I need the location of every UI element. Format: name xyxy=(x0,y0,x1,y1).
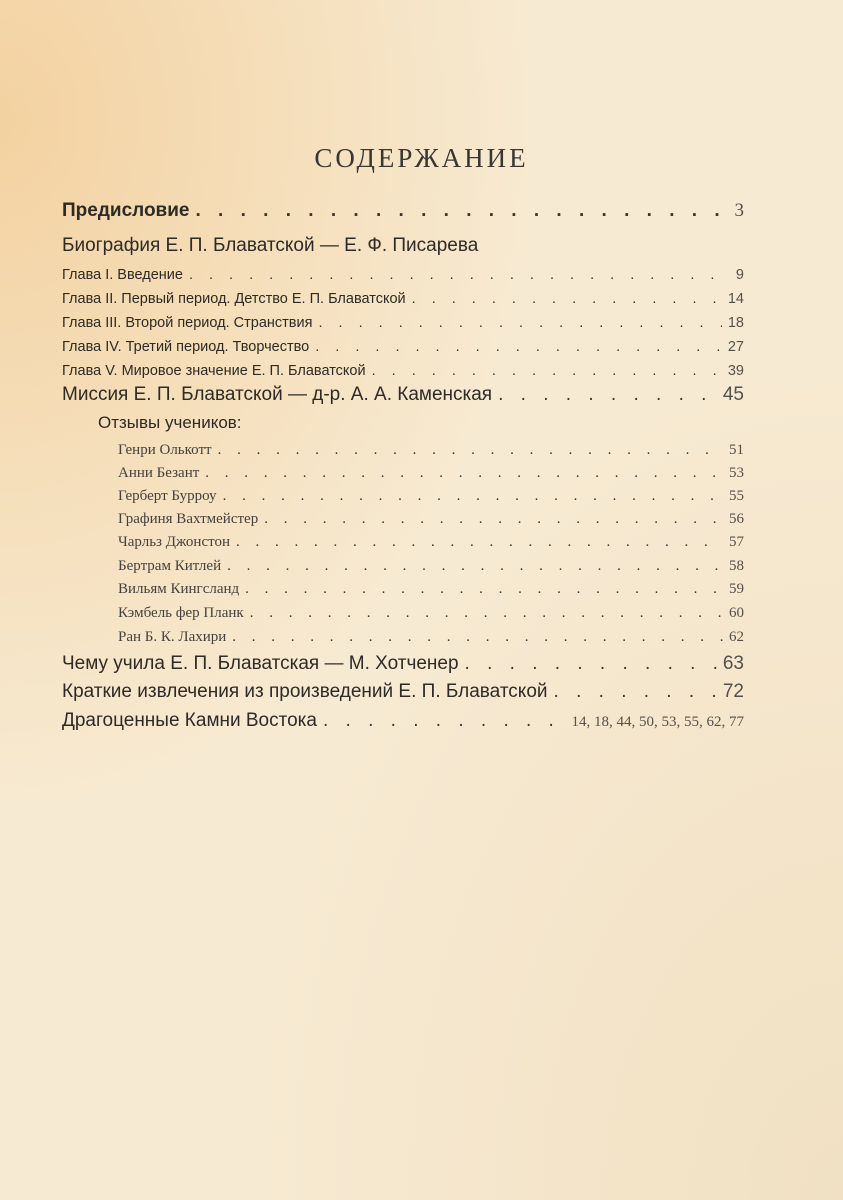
toc-page-number: 53 xyxy=(729,465,744,481)
toc-entry-review xyxy=(118,581,744,598)
toc-label: Герберт Бурроу xyxy=(118,488,217,504)
toc-entry-review xyxy=(118,534,744,551)
dot-leader xyxy=(232,629,723,646)
toc-label: Ран Б. К. Лахири xyxy=(118,629,227,645)
toc-entry-mission xyxy=(62,384,744,406)
toc-entry-chapter xyxy=(62,291,744,307)
toc-page-number: 18 xyxy=(727,315,744,331)
toc-page-number: 57 xyxy=(729,534,744,550)
toc-label: Глава I. Введение xyxy=(62,267,183,283)
toc-page-number: 72 xyxy=(722,681,744,702)
toc-entry-review xyxy=(118,442,744,459)
toc-label: Биография Е. П. Блаватской — Е. Ф. Писарева xyxy=(62,235,479,256)
dot-leader xyxy=(250,605,723,622)
toc-entry-review xyxy=(118,605,744,622)
toc-page-number: 55 xyxy=(729,488,744,504)
toc-label: Чему учила Е. П. Блаватская — М. Хотченер xyxy=(62,653,459,674)
dot-leader xyxy=(205,465,723,482)
toc-entry-review xyxy=(118,465,744,482)
toc-page-number: 9 xyxy=(735,267,744,283)
toc-label: Предисловие xyxy=(62,200,190,221)
toc-label: Бертрам Китлей xyxy=(118,558,222,574)
dot-leader xyxy=(189,267,730,283)
toc-entry-teaching xyxy=(62,653,744,675)
toc-entry-review xyxy=(118,511,744,528)
toc-entry-gems xyxy=(62,710,744,732)
page-title: СОДЕРЖАНИЕ xyxy=(314,143,529,173)
dot-leader xyxy=(196,200,729,222)
toc-label: Анни Безант xyxy=(118,465,200,481)
toc-label: Вильям Кингсланд xyxy=(118,581,240,597)
toc-page-number: 59 xyxy=(729,581,744,597)
reviews-heading: Отзывы учеников: xyxy=(98,413,242,432)
toc-page-number: 14, 18, 44, 50, 53, 55, 62, 77 xyxy=(571,714,744,730)
dot-leader xyxy=(323,710,566,732)
dot-leader xyxy=(236,534,723,551)
toc-label: Глава V. Мировое значение Е. П. Блаватской xyxy=(62,363,366,379)
toc-entry-chapter xyxy=(62,339,744,355)
dot-leader xyxy=(264,511,723,528)
dot-leader xyxy=(412,291,722,307)
toc-label: Драгоценные Камни Востока xyxy=(62,710,317,731)
toc-label: Кэмбель фер Планк xyxy=(118,605,244,621)
toc-page-number: 62 xyxy=(729,629,744,645)
toc-label: Глава IV. Третий период. Творчество xyxy=(62,339,310,355)
toc-entry-biography xyxy=(62,235,744,257)
toc-label: Глава III. Второй период. Странствия xyxy=(62,315,313,331)
toc-page-number: 39 xyxy=(727,363,744,379)
dot-leader xyxy=(223,488,723,505)
toc-entry-review xyxy=(118,629,744,646)
dot-leader xyxy=(372,363,722,379)
toc-page-number: 14 xyxy=(727,291,744,307)
toc-entry-chapter xyxy=(62,363,744,379)
toc-page-number: 27 xyxy=(727,339,744,355)
toc-label: Чарльз Джонстон xyxy=(118,534,231,550)
toc-page-number: 45 xyxy=(722,384,744,405)
dot-leader xyxy=(218,442,723,459)
toc-label: Миссия Е. П. Блаватской — д-р. А. А. Каменская xyxy=(62,384,493,405)
toc-page-number: 60 xyxy=(729,605,744,621)
toc-entry-excerpts xyxy=(62,681,744,703)
toc-page-number: 58 xyxy=(729,558,744,574)
toc-page-number: 3 xyxy=(734,200,744,221)
dot-leader xyxy=(245,581,723,598)
toc-entry-preface xyxy=(62,200,744,222)
toc-page-number: 63 xyxy=(722,653,744,674)
toc-entry-chapter xyxy=(62,315,744,331)
dot-leader xyxy=(227,558,723,575)
toc-label: Краткие извлечения из произведений Е. П. Блаватской xyxy=(62,681,548,702)
toc-entry-review xyxy=(118,488,744,505)
toc-label: Генри Олькотт xyxy=(118,442,212,458)
toc-label: Глава II. Первый период. Детство Е. П. Блаватской xyxy=(62,291,406,307)
dot-leader xyxy=(465,653,717,675)
toc-entry-chapter xyxy=(62,267,744,283)
dot-leader xyxy=(498,384,717,406)
toc-entry-review xyxy=(118,558,744,575)
dot-leader xyxy=(315,339,722,355)
toc-label: Графиня Вахтмейстер xyxy=(118,511,259,527)
toc-page-number: 51 xyxy=(729,442,744,458)
dot-leader xyxy=(318,315,721,331)
dot-leader xyxy=(554,681,717,703)
toc-page-number: 56 xyxy=(729,511,744,527)
